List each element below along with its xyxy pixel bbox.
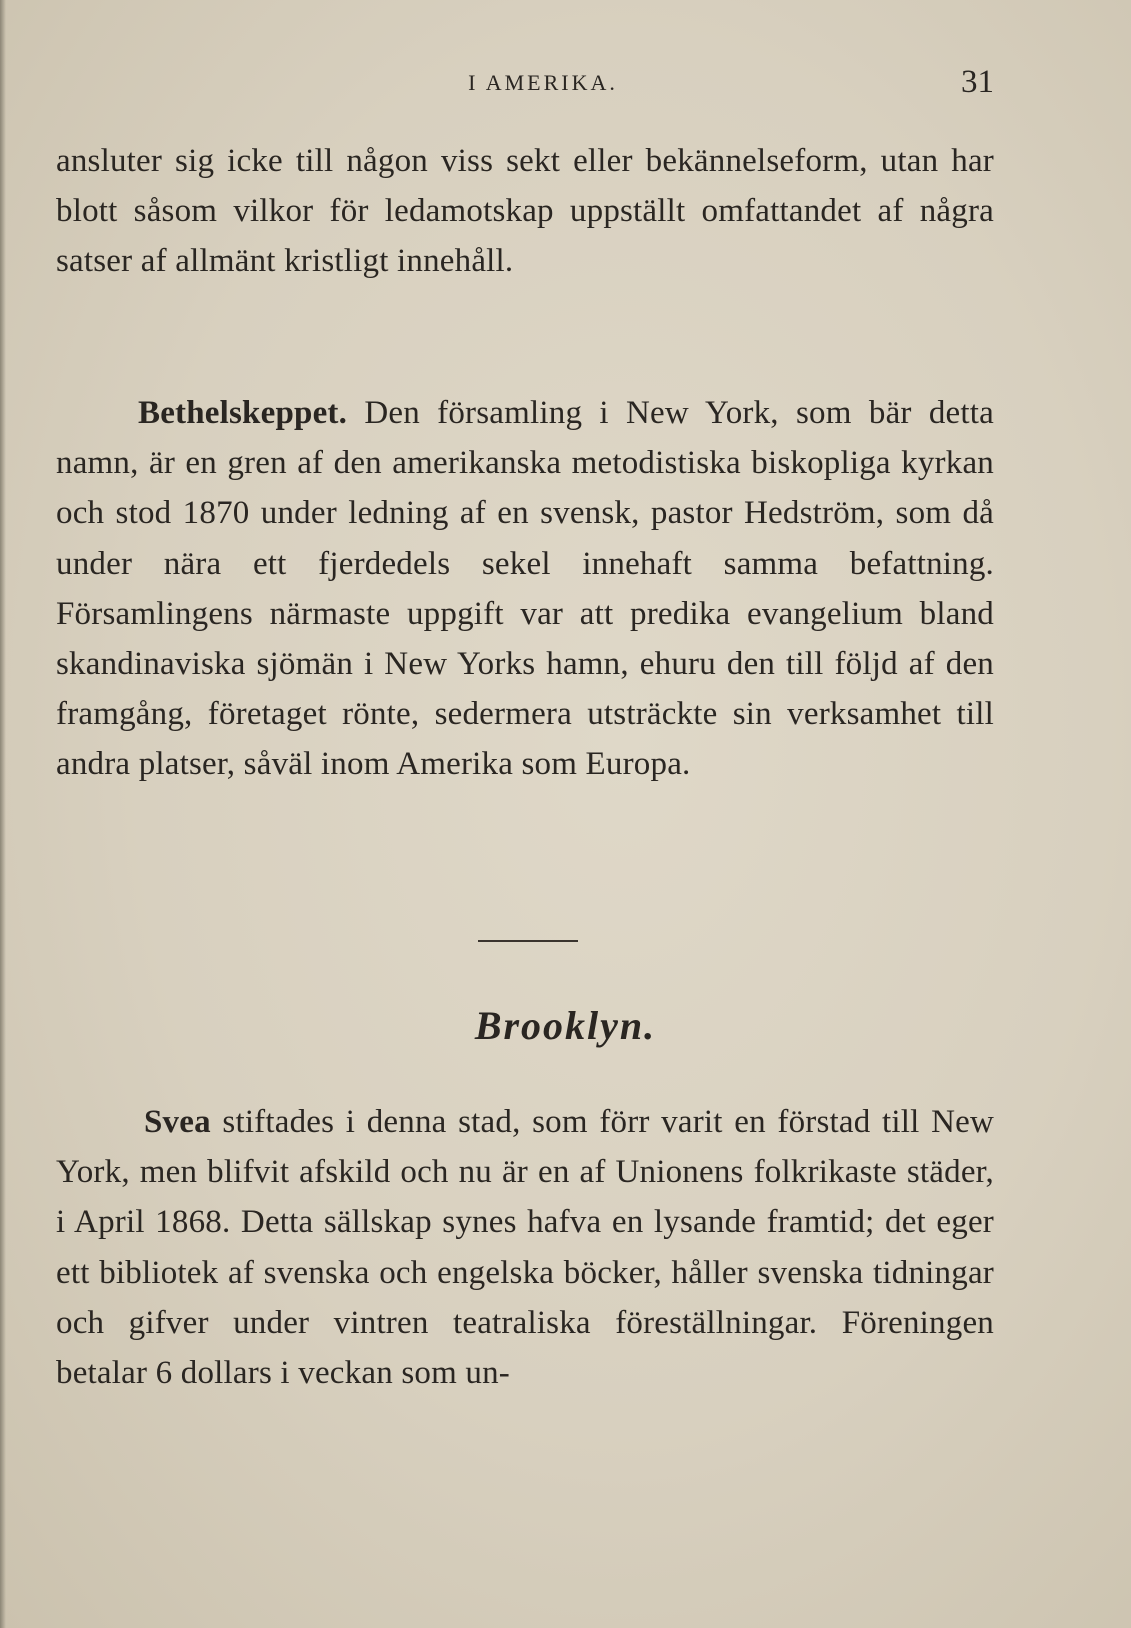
paragraph-text: stiftades i denna stad, som förr varit en förstad till New York, men blifvit afskild och nu är en af Unionens folkrikaste städer, i April 1868. Detta sällskap synes hafva en lysande framtid; det eger ett bibliotek af svenska och engelska böcker, håller svenska tidningar och gifver under vintren teatraliska föreställningar. Föreningen betalar 6 dollars i veckan som un- <box>56 1104 994 1392</box>
paragraph-lead-term: Bethelskeppet. <box>138 395 348 431</box>
paragraph-continuation <box>56 136 994 287</box>
paragraph-bethelskeppet <box>56 388 994 790</box>
section-heading: Brooklyn. <box>474 1003 657 1048</box>
paragraph-text: Den församling i New York, som bär detta namn, är en gren af den amerikanska metodistiska biskopliga kyrkan och stod 1870 under ledning af en svensk, pastor Hedström, som då under nära ett fjerdedels sekel innehaft samma befattning. Församlingens närmaste uppgift var att predika evangelium bland skandinaviska sjömän i New Yorks hamn, ehuru den till följd af den framgång, företaget rönte, sedermera utsträckte sin verksamhet till andra platser, såväl inom Amerika som Europa. <box>56 395 994 783</box>
running-title: I AMERIKA. <box>468 70 618 95</box>
page-number: 31 <box>961 64 994 100</box>
running-header <box>56 64 994 104</box>
section-divider <box>478 940 578 942</box>
paragraph-text: ansluter sig icke till någon viss sekt eller bekännelseform, utan har blott såsom vilkor för ledamotskap uppställt omfattandet af några satser af allmänt kristligt innehåll. <box>56 143 994 280</box>
paragraph-lead-term: Svea <box>144 1104 211 1140</box>
paragraph-svea <box>56 1097 994 1398</box>
